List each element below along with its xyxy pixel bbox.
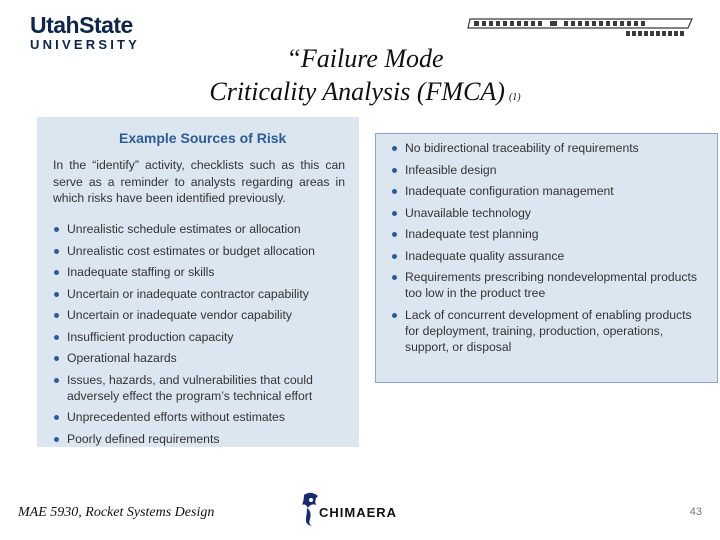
- risk-item: Poorly defined requirements: [53, 431, 347, 447]
- risk-sources-panel-right: [375, 133, 718, 383]
- title-line-1: “Failure Mode: [286, 44, 444, 73]
- risk-item: Inadequate staffing or skills: [53, 264, 347, 280]
- risk-item: Unrealistic schedule estimates or allocation: [53, 221, 347, 237]
- slide-title: [150, 42, 580, 114]
- risk-sources-panel-left: [37, 117, 359, 447]
- risk-item: Lack of concurrent development of enabling products for deployment, training, production, operations, support, or disposal: [391, 307, 707, 355]
- risk-item: Inadequate test planning: [391, 226, 707, 242]
- mae-logo: [466, 15, 696, 39]
- risk-item: Inadequate quality assurance: [391, 248, 707, 264]
- risk-item: Issues, hazards, and vulnerabilities that could adversely effect the program’s technical effort: [53, 372, 347, 404]
- risk-item: Uncertain or inadequate contractor capability: [53, 286, 347, 302]
- risk-item: Insufficient production capacity: [53, 329, 347, 345]
- risk-item: Unrealistic cost estimates or budget allocation: [53, 243, 347, 259]
- risk-item: Inadequate configuration management: [391, 183, 707, 199]
- title-footnote: (1): [508, 92, 521, 103]
- course-footer: MAE 5930, Rocket Systems Design: [18, 505, 215, 520]
- risk-item: Operational hazards: [53, 350, 347, 366]
- risk-item: Unprecedented efforts without estimates: [53, 409, 347, 425]
- risk-list-right: [391, 140, 707, 360]
- title-line-2: [150, 75, 580, 114]
- page-number: 43: [689, 506, 702, 518]
- usu-logo-line1: UtahState: [30, 12, 133, 38]
- chimaera-wordmark: CHIMAERA: [319, 505, 398, 520]
- risk-item: No bidirectional traceability of requirements: [391, 140, 707, 156]
- risk-item: Infeasible design: [391, 162, 707, 178]
- panel-intro: In the “identify” activity, checklists such as this can serve as a reminder to analysts regarding areas in which risks have been identified previously.: [53, 158, 345, 205]
- chimaera-logo: [300, 491, 412, 527]
- usu-logo: [30, 14, 152, 53]
- title-line-2-text: Criticality Analysis (FMCA): [209, 77, 505, 106]
- risk-item: Unavailable technology: [391, 205, 707, 221]
- risk-item: Requirements prescribing nondevelopmental products too low in the product tree: [391, 269, 707, 301]
- panel-heading: Example Sources of Risk: [119, 130, 287, 146]
- usu-logo-line2: UNIVERSITY: [30, 37, 141, 52]
- risk-item: Uncertain or inadequate vendor capability: [53, 307, 347, 323]
- risk-list-left: [53, 221, 347, 452]
